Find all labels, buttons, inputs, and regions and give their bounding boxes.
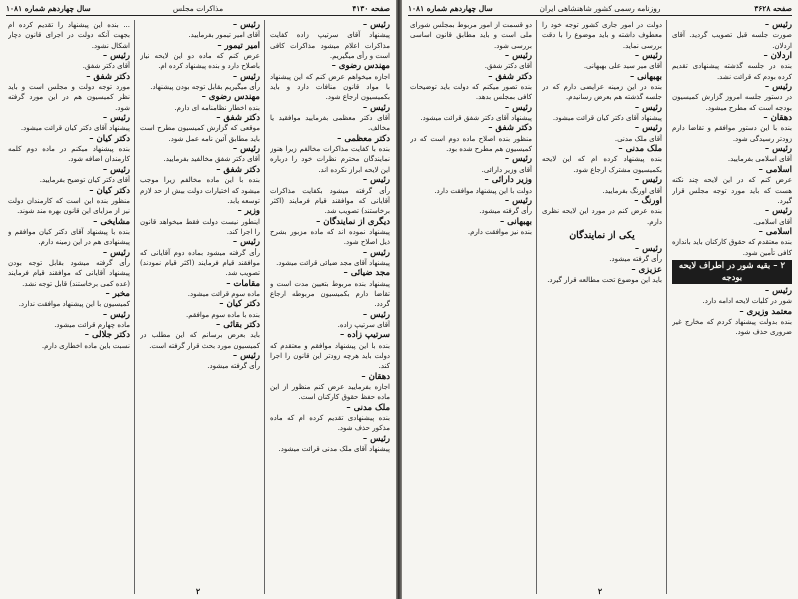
speech-paragraph: بنده اخطار نظامنامه ای دارم. — [174, 103, 260, 112]
column-rule — [264, 20, 265, 594]
speaker-label: رئیس – — [232, 20, 260, 30]
speaker-label: رئیس – — [102, 164, 130, 175]
speaker-label: دیگری از نمایندگان – — [316, 216, 390, 227]
speaker-label: اسلامی – — [758, 226, 792, 237]
speech-paragraph: آقای وزیر دارائی. — [481, 165, 532, 174]
speaker-label: رئیس – — [362, 175, 390, 186]
speaker-label: رئیس – — [362, 433, 390, 444]
speech-paragraph: منظور بنده اصلاح ماده دوم است که در کمیسیون هم مطرح شده بود. — [410, 134, 532, 154]
right-page-header — [408, 2, 792, 16]
left-header-issue: سال چهاردهم شماره ۱۰۸۱ — [6, 4, 91, 13]
speech-paragraph: آقای اسلامی. — [753, 217, 792, 226]
right-column-3 — [410, 20, 532, 594]
speaker-label: ملک مدنی – — [346, 402, 390, 413]
speaker-label: مجد ضیائی – — [343, 268, 390, 279]
speaker-label: دهقان – — [361, 371, 390, 382]
section-heading: یکی از نمایندگان — [569, 229, 635, 241]
speaker-label: رئیس – — [764, 206, 792, 217]
speaker-label: رئیس – — [232, 351, 260, 361]
speaker-label: رئیس – — [102, 247, 130, 258]
speech-paragraph: موقعی که گزارش کمیسیون مطرح است باید مطابق آئین نامه عمل شود. — [140, 124, 260, 143]
speech-paragraph: رأی میگیریم بقابل توجه بودن پیشنهاد. — [150, 83, 260, 92]
speaker-label: رئیس – — [362, 247, 390, 258]
right-page-number: ۲ — [597, 586, 603, 596]
speaker-label: رئیس – — [764, 82, 792, 93]
speaker-label: دکتر معظمی – — [337, 133, 390, 144]
speech-paragraph: نسبت باین ماده اخطاری دارم. — [41, 341, 130, 350]
left-column-2 — [140, 20, 260, 594]
speech-paragraph: دو قسمت از امور مربوط بمجلس شورای ملی است و باید مطابق قانون اساسی بررسی شود. — [410, 21, 532, 50]
speech-paragraph: پیشنهاد آقای دکتر کیان قرائت میشود. — [20, 124, 130, 133]
speaker-label: رئیس – — [504, 51, 532, 62]
speaker-label: رئیس – — [362, 20, 390, 30]
right-header-page-label: صفحه ۳۶۲۸ — [754, 4, 792, 13]
speaker-label: رئیس – — [232, 237, 260, 248]
speech-paragraph: کمیسیون با این پیشنهاد موافقت ندارد. — [18, 300, 130, 309]
left-page-number: ۲ — [195, 586, 201, 596]
speaker-label: وزیر دارائی – — [484, 175, 532, 186]
speech-paragraph: پیشنهاد آقای مجد ضیائی قرائت میشود. — [276, 258, 390, 267]
right-header-title: روزنامه رسمی کشور شاهنشاهی ایران — [539, 4, 661, 13]
speaker-label: بهبهانی – — [499, 216, 532, 227]
speaker-label: مهندس رضوی – — [201, 92, 260, 103]
speech-paragraph: آقای دکتر معظمی بفرمایید موافقید یا مخالف. — [270, 114, 390, 133]
speech-paragraph: بنده با این پیشنهاد موافقم و معتقدم که دولت باید هرچه زودتر این قانون را اجرا کند. — [270, 341, 390, 371]
speaker-label: عزیزی – — [631, 264, 662, 275]
speech-paragraph: ... بنده این پیشنهاد را تقدیم کرده ام بجهت آنکه دولت در اجرای قانون دچار اشکال نشود. — [8, 21, 130, 50]
speaker-label: رئیس – — [102, 309, 130, 320]
speech-paragraph: بنده عرض کنم در مورد این لایحه نظری دارم. — [542, 207, 662, 226]
speaker-label: دکتر کیان – — [89, 133, 130, 144]
speech-paragraph: بنده بدولت پیشنهاد کردم که مخارج غیر ضروری حذف شود. — [672, 317, 792, 337]
speech-paragraph: اینطور نیست دولت فقط میخواهد قانون را اجرا کند. — [140, 217, 260, 236]
speaker-label: دکتر شفق – — [488, 123, 532, 134]
speaker-label: رئیس – — [232, 144, 260, 155]
speech-paragraph: آقای اورنگ بفرمایید. — [602, 186, 662, 195]
speech-paragraph: در دستور جلسه امروز گزارش کمیسیون بودجه است که مطرح میشود. — [672, 93, 792, 112]
right-column-2 — [542, 20, 662, 594]
speech-paragraph: صورت جلسه قبل تصویب گردید. آقای اردلان. — [672, 31, 792, 50]
speech-paragraph: پیشنهاد نموده اند که ماده مزبور بشرح ذیل اصلاح شود. — [270, 227, 390, 247]
left-header-page-label: صفحه ۴۱۳۰ — [352, 4, 390, 13]
left-column-3 — [8, 20, 130, 594]
speaker-label: وزیر – — [237, 206, 260, 217]
speech-paragraph: عرض کنم که ماده دو این لایحه نیاز باصلاح دارد و بنده پیشنهاد کرده ام. — [140, 52, 260, 71]
speech-paragraph: بنده با این دستور موافقم و تقاضا دارم زودتر رسیدگی شود. — [672, 124, 792, 143]
speaker-label: مهندس رضوی – — [331, 61, 390, 72]
speech-paragraph: رأی گرفته میشود بکفایت مذاکرات آقایانی که موافقند قیام فرمایند (اکثر برخاستند) تصویب شد. — [270, 186, 390, 216]
right-page — [402, 0, 798, 599]
speaker-label: دکتر جلالی – — [84, 330, 130, 341]
column-rule — [134, 20, 135, 594]
speaker-label: دکتر شفق – — [488, 71, 532, 82]
speech-paragraph: رأی گرفته میشود بقابل توجه بودن پیشنهاد آقایانی که موافقند قیام فرمایند (عده کمی برخاستند) قابل توجه نشد. — [8, 258, 130, 288]
left-page-header — [6, 2, 390, 16]
speech-paragraph: باید بعرض برسانم که این مطلب در کمیسیون مورد بحث قرار گرفته است. — [140, 331, 260, 350]
speech-paragraph: آقای سرتیپ زاده. — [337, 320, 390, 329]
speaker-label: رئیس – — [634, 51, 662, 62]
speaker-label: رئیس – — [504, 102, 532, 113]
speech-paragraph: آقای اسلامی بفرمایید. — [727, 155, 792, 164]
speaker-label: اردلان – — [763, 51, 792, 62]
speech-paragraph: آقای میر سید علی بهبهانی. — [583, 62, 662, 71]
speaker-label: دکتر بقائی – — [216, 319, 260, 330]
speech-paragraph: ماده سوم قرائت میشود. — [187, 289, 260, 298]
speech-paragraph: شور در کلیات لایحه ادامه دارد. — [702, 297, 792, 306]
speaker-label: مشایخی – — [93, 216, 130, 227]
speaker-label: امیر تیمور – — [217, 40, 260, 51]
speech-paragraph: اجازه بفرمایید عرض کنم منظور از این ماده حفظ حقوق کارکنان است. — [270, 383, 390, 402]
speech-paragraph: آقای ملک مدنی. — [614, 134, 662, 143]
speaker-label: مقامات – — [226, 278, 260, 289]
speech-paragraph: بنده پیشنهاد میکنم در ماده دوم کلمه کارمندان اضافه شود. — [8, 145, 130, 164]
speech-paragraph: مورد توجه دولت و مجلس است و باید نظر کمیسیون هم در این مورد گرفته شود. — [8, 83, 130, 112]
speaker-label: اسلامی – — [758, 164, 792, 175]
speech-paragraph: آقای دکتر شفق مخالفید بفرمایید. — [163, 155, 260, 164]
speaker-label: رئیس – — [504, 154, 532, 165]
speech-paragraph: آقای دکتر شفق. — [484, 62, 532, 71]
speech-paragraph: پیشنهاد آقای ملک مدنی قرائت میشود. — [278, 445, 390, 454]
speech-paragraph: پیشنهاد آقای دکتر کیان قرائت میشود. — [552, 114, 662, 123]
speaker-label: رئیس – — [764, 20, 792, 30]
speaker-label: رئیس – — [634, 243, 662, 254]
speech-paragraph: اجازه میخواهم عرض کنم که این پیشنهاد با مواد قانون منافات دارد و باید بکمیسیون ارجاع شود. — [270, 72, 390, 102]
left-column-1 — [270, 20, 390, 594]
speech-paragraph: رأی گرفته میشود. — [479, 207, 532, 216]
speaker-label: رئیس – — [102, 113, 130, 124]
speech-paragraph: آقای دکتر شفق. — [82, 62, 130, 71]
speaker-label: بهبهانی – — [629, 71, 662, 82]
speaker-label: رئیس – — [232, 71, 260, 82]
speech-paragraph: بنده معتقدم که حقوق کارکنان باید باندازه کافی تأمین شود. — [672, 238, 792, 257]
speech-paragraph: بنده نیز موافقت دارم. — [467, 227, 532, 236]
speech-paragraph: بنده با پیشنهاد آقای دکتر کیان موافقم و پیشنهادی هم در این زمینه دارم. — [8, 227, 130, 247]
speaker-label: رئیس – — [764, 144, 792, 155]
speaker-label: رئیس – — [504, 195, 532, 206]
speaker-label: دکتر شفق – — [216, 113, 260, 124]
speech-paragraph: بنده تصور میکنم که دولت باید توضیحات کافی بمجلس بدهد. — [410, 83, 532, 102]
speaker-label: رئیس – — [362, 309, 390, 320]
left-header-title: مذاکرات مجلس — [172, 4, 224, 13]
speaker-label: رئیس – — [634, 102, 662, 113]
speaker-label: دکتر کیان – — [219, 299, 260, 310]
speech-paragraph: عرض کنم که در این لایحه چند نکته هست که باید مورد توجه مجلس قرار گیرد. — [672, 176, 792, 205]
speech-paragraph: منظور بنده این است که کارمندان دولت نیز از مزایای این قانون بهره مند شوند. — [8, 196, 130, 216]
speaker-label: دکتر شفق – — [86, 71, 130, 82]
speaker-label: مخبر – — [105, 288, 130, 299]
speaker-label: دکتر شفق – — [216, 164, 260, 175]
speech-paragraph: پیشنهاد آقای سرتیپ زاده کفایت مذاکرات اعلام میشود مذاکرات کافی است و رأی میگیریم. — [270, 31, 390, 61]
speaker-label: معتمد وزیری – — [739, 306, 792, 317]
speech-paragraph: بنده پیشنهادی تقدیم کرده ام که ماده مذکور حذف شود. — [270, 414, 390, 433]
speaker-label: اورنگ – — [634, 195, 662, 206]
speaker-label: رئیس – — [764, 285, 792, 296]
speech-paragraph: بنده پیشنهاد کرده ام که این لایحه بکمیسیون مشترک ارجاع شود. — [542, 155, 662, 174]
speaker-label: سرتیپ زاده – — [340, 330, 390, 341]
speaker-label: رئیس – — [634, 175, 662, 186]
speech-paragraph: بنده در جلسه گذشته پیشنهادی تقدیم کرده بودم که قرائت نشد. — [672, 62, 792, 81]
speech-paragraph: رأی گرفته میشود. — [207, 362, 260, 371]
speech-paragraph: دولت با این پیشنهاد موافقت دارد. — [434, 186, 532, 195]
speaker-label: رئیس – — [362, 102, 390, 113]
speech-paragraph: پیشنهاد آقای دکتر شفق قرائت میشود. — [420, 114, 532, 123]
speech-paragraph: بنده در این زمینه عرایضی دارم که در جلسه گذشته هم بعرض رسانیدم. — [542, 83, 662, 102]
speaker-label: دهقان – — [763, 113, 792, 124]
speaker-label: رئیس – — [634, 123, 662, 134]
right-column-1 — [672, 20, 792, 594]
column-rule — [536, 20, 537, 594]
speech-paragraph: رأی گرفته میشود. — [609, 255, 662, 264]
speech-paragraph: پیشنهاد بنده مربوط بتعیین مدت است و تقاضا دارم بکمیسیون مربوطه ارجاع گردد. — [270, 279, 390, 309]
speech-paragraph: ماده چهارم قرائت میشود. — [54, 320, 130, 329]
speech-paragraph: آقای دکتر کیان توضیح بفرمایید. — [39, 176, 130, 185]
right-header-issue: سال چهاردهم شماره ۱۰۸۱ — [408, 4, 493, 13]
speaker-label: دکتر کیان – — [89, 185, 130, 196]
speech-paragraph: بنده با کفایت مذاکرات مخالفم زیرا هنوز نمایندگان محترم نظرات خود را درباره این لایحه ابراز نکرده اند. — [270, 145, 390, 174]
left-page — [0, 0, 396, 599]
speech-paragraph: دولت در امور جاری کشور توجه خود را معطوف داشته و باید موضوع را با دقت بررسی نماید. — [542, 21, 662, 50]
speech-paragraph: آقای امیر تیمور بفرمایید. — [188, 31, 260, 40]
speaker-label: رئیس – — [102, 51, 130, 62]
speech-paragraph: بنده با این ماده مخالفم زیرا موجب میشود که اختیارات دولت بیش از حد لازم توسعه یابد. — [140, 176, 260, 205]
speech-paragraph: بنده با ماده سوم موافقم. — [186, 310, 260, 319]
speech-paragraph: باید این موضوع تحت مطالعه قرار گیرد. — [547, 275, 662, 284]
column-rule — [666, 20, 667, 594]
speech-paragraph: رأی گرفته میشود بماده دوم آقایانی که موافقند قیام فرمایند (اکثر قیام نمودند) تصویب شد. — [140, 248, 260, 278]
section-heading-bar: ۲ – بقیه شور در اطراف لایحه بودجه — [672, 260, 792, 284]
speaker-label: ملک مدنی – — [618, 144, 662, 155]
